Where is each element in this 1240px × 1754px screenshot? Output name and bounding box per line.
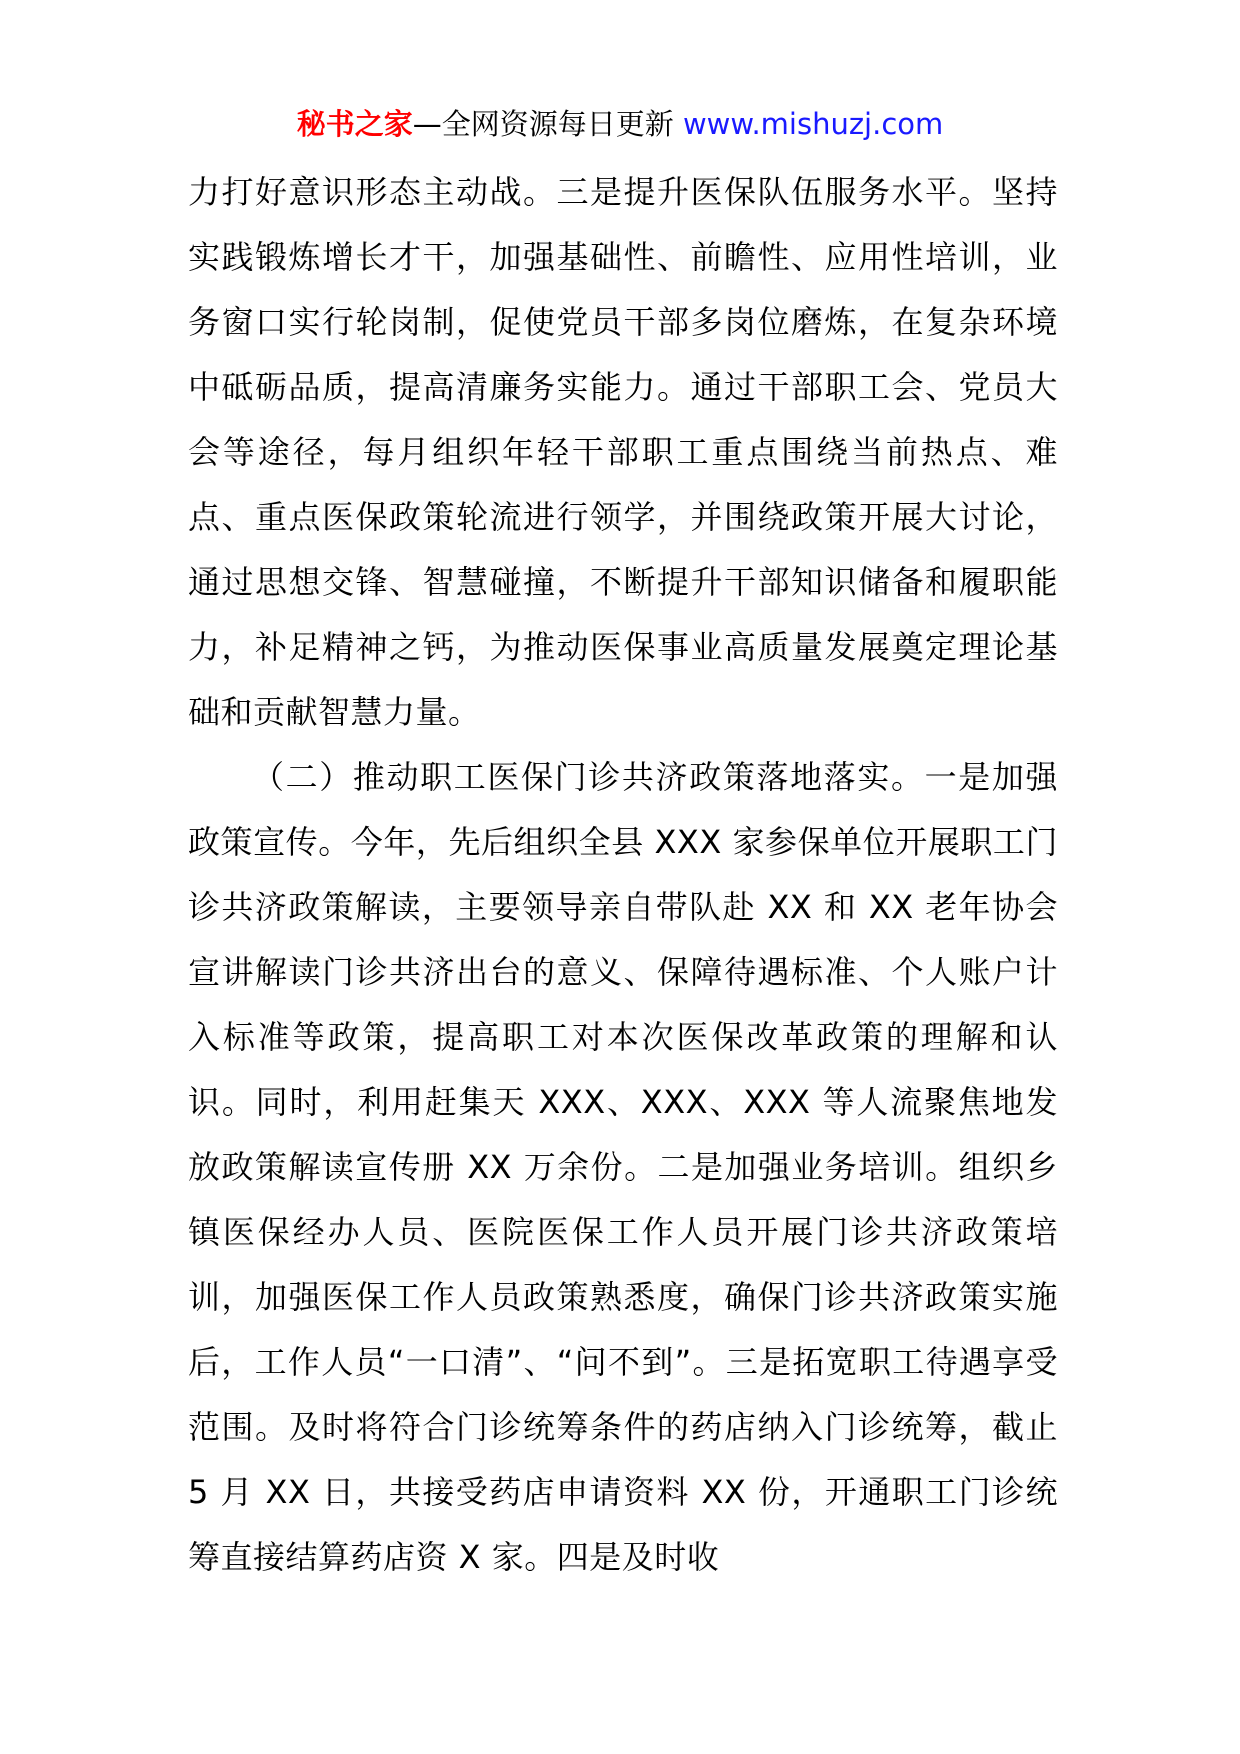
paragraph-2: （二）推动职工医保门诊共济政策落地落实。一是加强政策宣传。今年，先后组织全县 XXX 家参保单位开展职工门诊共济政策解读，主要领导亲自带队赴 XX 和 XX 老年协会宣讲解读门诊共济出台的意义、保障待遇标准、个人账户计入标准等政策，提高职工对本次医保改革政策的理解和认识。同时，利用赶集天 XXX、XXX、XXX 等人流聚焦地发放政策解读宣传册 XX 万余份。二是加强业务培训。组织乡镇医保经办人员、医院医保工作人员开展门诊共济政策培训，加强医保工作人员政策熟悉度，确保门诊共济政策实施后，工作人员“一口清”、“问不到”。三是拓宽职工待遇享受范围。及时将符合门诊统筹条件的药店纳入门诊统筹，截止 5 月 XX 日，共接受药店申请资料 XX 份，开通职工门诊统筹直接结算药店资 X 家。四是及时收 [188,758,1058,1576]
brand-name: 秘书之家 [296,107,413,141]
paragraph-1: 力打好意识形态主动战。三是提升医保队伍服务水平。坚持实践锻炼增长才干，加强基础性、前瞻性、应用性培训，业务窗口实行轮岗制，促使党员干部多岗位磨炼，在复杂环境中砥砺品质，提高清廉务实能力。通过干部职工会、党员大会等途径，每月组织年轻干部职工重点围绕当前热点、难点、重点医保政策轮流进行领学，并围绕政策开展大讨论，通过思想交锋、智慧碰撞，不断提升干部知识储备和履职能力，补足精神之钙，为推动医保事业高质量发展奠定理论基础和贡献智慧力量。 [188,173,1058,731]
header-url-link[interactable]: www.mishuzj.com [682,107,944,141]
document-body [188,160,1058,1590]
page-header [0,102,1240,146]
header-tagline: —全网资源每日更新 [412,107,674,141]
